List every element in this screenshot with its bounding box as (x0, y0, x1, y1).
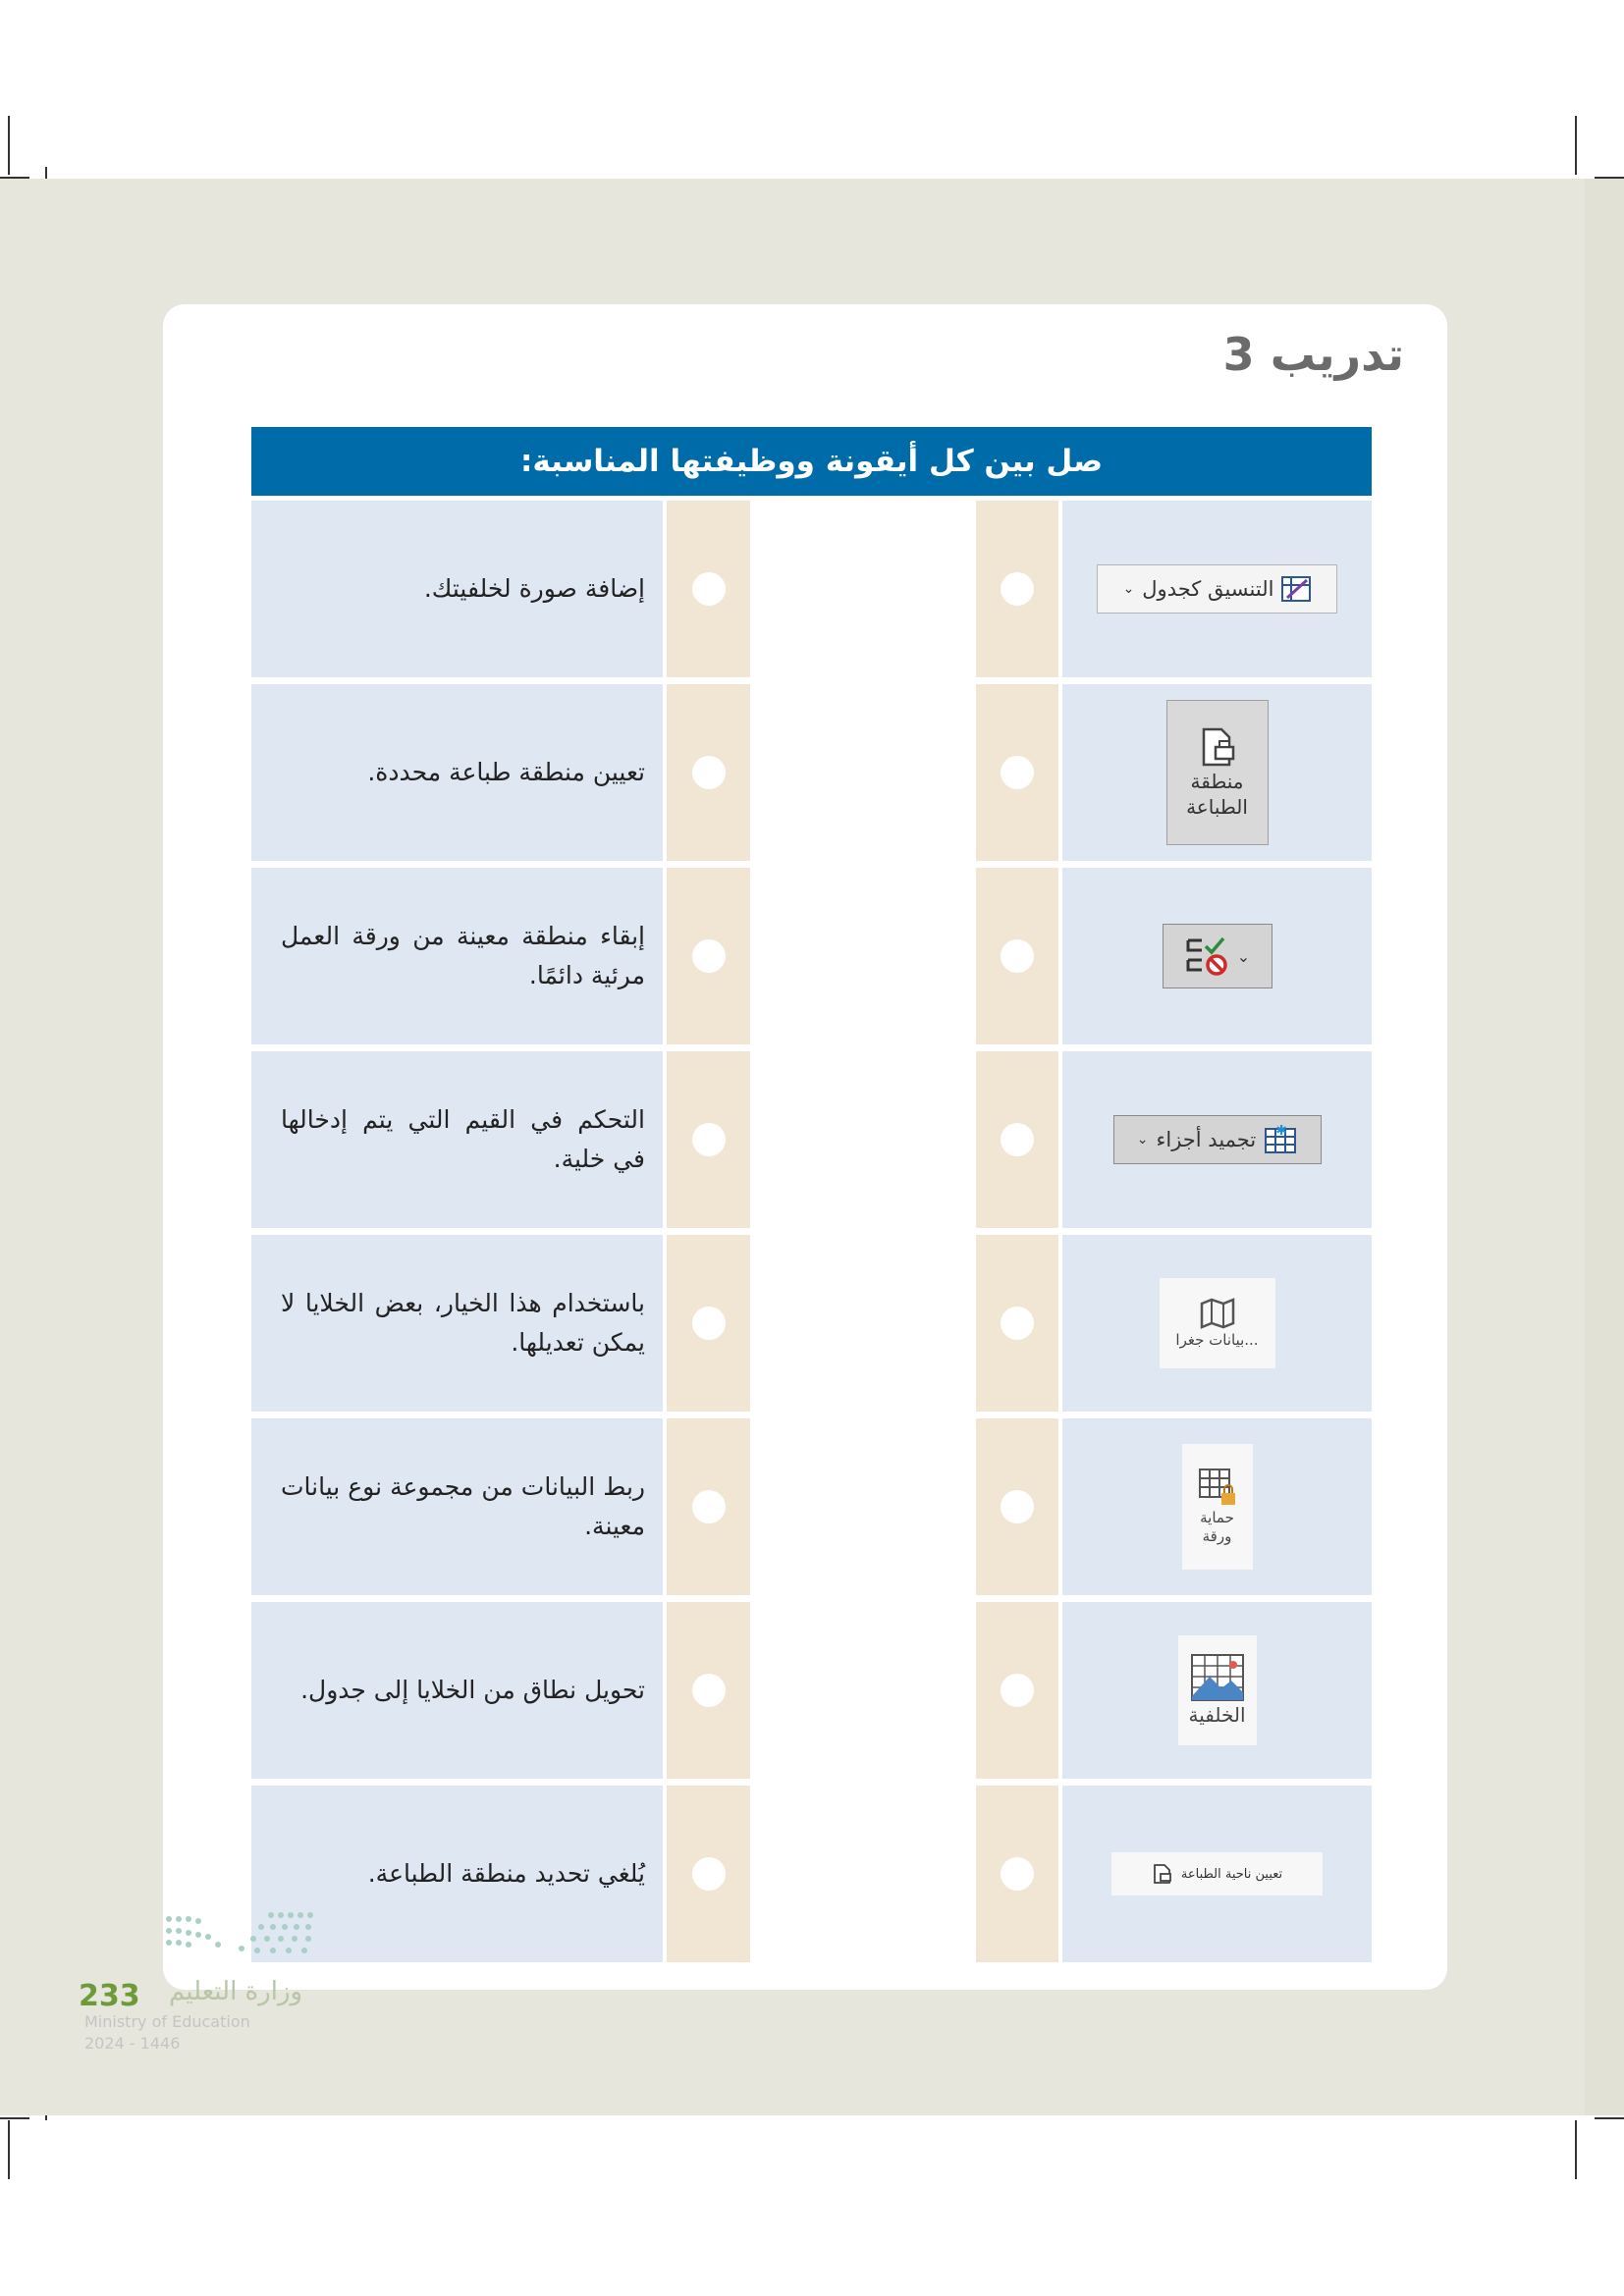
function-text: تحويل نطاق من الخلايا إلى جدول. (300, 1676, 645, 1704)
ministry-name-english: Ministry of Education (84, 2012, 250, 2031)
function-text: التحكم في القيم التي يتم إدخالها في خلية. (281, 1105, 645, 1173)
gap-column (752, 1602, 976, 1779)
icon-cell (1062, 1418, 1372, 1595)
page-edge (1585, 179, 1624, 2115)
function-cell (251, 501, 663, 677)
icon-cell (1062, 1602, 1372, 1779)
icon-label-line2: ورقة (1202, 1527, 1232, 1545)
function-cell (251, 1235, 663, 1412)
dot-column-left (667, 684, 750, 861)
matching-row (251, 868, 1372, 1044)
matching-row (251, 1235, 1372, 1412)
academic-year: 2024 - 1446 (84, 2034, 181, 2053)
match-dot[interactable] (692, 756, 726, 789)
icon-label: بيانات جغرا... (1175, 1331, 1259, 1350)
instruction-header: صل بين كل أيقونة ووظيفتها المناسبة: (251, 427, 1372, 496)
dot-column-left (667, 1602, 750, 1779)
dot-column-right (976, 1235, 1058, 1412)
dot-column-right (976, 501, 1058, 677)
page-number: 233 (79, 1979, 140, 2013)
matching-row (251, 684, 1372, 861)
gap-column (752, 684, 976, 861)
background-icon (1178, 1635, 1257, 1745)
function-cell (251, 1418, 663, 1595)
icon-label: التنسيق كجدول (1142, 577, 1274, 601)
dot-column-left (667, 1418, 750, 1595)
icon-label: تجميد أجزاء (1156, 1128, 1257, 1151)
function-text: ربط البيانات من مجموعة نوع بيانات معينة. (281, 1472, 645, 1540)
dot-column-right (976, 684, 1058, 861)
gap-column (752, 868, 976, 1044)
function-cell (251, 684, 663, 861)
icon-cell (1062, 1235, 1372, 1412)
svg-text:✱: ✱ (1275, 1125, 1288, 1139)
crop-mark (0, 2117, 29, 2119)
crop-mark (8, 2120, 10, 2179)
data-validation-icon (1163, 924, 1272, 988)
match-dot[interactable] (1001, 1307, 1034, 1340)
dot-column-left (667, 1235, 750, 1412)
matching-row (251, 1786, 1372, 1962)
match-dot[interactable] (692, 1674, 726, 1707)
geography-data-icon (1160, 1278, 1275, 1368)
function-text: تعيين منطقة طباعة محددة. (367, 758, 645, 786)
icon-cell (1062, 501, 1372, 677)
match-dot[interactable] (692, 939, 726, 973)
function-cell (251, 1602, 663, 1779)
crop-mark (8, 116, 10, 175)
matching-row (251, 1418, 1372, 1595)
gap-column (752, 1786, 976, 1962)
match-dot[interactable] (692, 1857, 726, 1891)
matching-row (251, 501, 1372, 677)
icon-label-line1: منطقة (1190, 770, 1244, 793)
dot-column-right (976, 868, 1058, 1044)
function-text: باستخدام هذا الخيار، بعض الخلايا لا يمكن تعديلها. (281, 1289, 645, 1357)
protect-sheet-icon (1182, 1444, 1253, 1570)
dot-column-left (667, 1786, 750, 1962)
function-cell (251, 1051, 663, 1228)
dot-column-right (976, 1418, 1058, 1595)
match-dot[interactable] (1001, 1857, 1034, 1891)
format-as-table-icon (1097, 564, 1337, 614)
gap-column (752, 1235, 976, 1412)
set-print-area-icon (1111, 1852, 1323, 1896)
match-dot[interactable] (1001, 1123, 1034, 1156)
dot-column-left (667, 868, 750, 1044)
crop-mark (1575, 116, 1577, 175)
ministry-logo-dots (163, 1909, 320, 1958)
matching-row (251, 1602, 1372, 1779)
match-dot[interactable] (692, 1490, 726, 1523)
function-text: إبقاء منطقة معينة من ورقة العمل مرئية دائمًا. (281, 922, 645, 989)
match-dot[interactable] (1001, 1674, 1034, 1707)
match-dot[interactable] (1001, 572, 1034, 606)
crop-mark (1575, 2120, 1577, 2179)
function-cell (251, 868, 663, 1044)
icon-label-line1: حماية (1200, 1508, 1234, 1526)
function-text: إضافة صورة لخلفيتك. (423, 574, 645, 603)
dot-column-right (976, 1602, 1058, 1779)
match-dot[interactable] (1001, 756, 1034, 789)
ministry-name-arabic: وزارة التعليم (169, 1977, 303, 2006)
print-area-icon (1166, 700, 1269, 845)
chevron-down-icon: ⌄ (1122, 581, 1135, 597)
chevron-down-icon: ⌄ (1236, 946, 1251, 966)
dot-column-right (976, 1051, 1058, 1228)
match-dot[interactable] (692, 572, 726, 606)
function-text: يُلغي تحديد منطقة الطباعة. (367, 1859, 645, 1888)
icon-label: الخلفية (1188, 1703, 1246, 1727)
icon-cell (1062, 1051, 1372, 1228)
dot-column-left (667, 501, 750, 677)
dot-column-right (976, 1786, 1058, 1962)
match-dot[interactable] (1001, 1490, 1034, 1523)
exercise-title: تدريب 3 (1222, 328, 1404, 381)
icon-cell (1062, 1786, 1372, 1962)
gap-column (752, 1418, 976, 1595)
crop-mark (1595, 2117, 1624, 2119)
icon-cell (1062, 684, 1372, 861)
dot-column-left (667, 1051, 750, 1228)
match-dot[interactable] (692, 1307, 726, 1340)
freeze-panes-icon (1113, 1115, 1322, 1164)
match-dot[interactable] (1001, 939, 1034, 973)
icon-label: تعيين ناحية الطباعة (1180, 1866, 1283, 1882)
chevron-down-icon: ⌄ (1136, 1132, 1149, 1148)
match-dot[interactable] (692, 1123, 726, 1156)
gap-column (752, 501, 976, 677)
gap-column (752, 1051, 976, 1228)
matching-row (251, 1051, 1372, 1228)
icon-cell (1062, 868, 1372, 1044)
icon-label-line2: الطباعة (1186, 795, 1248, 819)
